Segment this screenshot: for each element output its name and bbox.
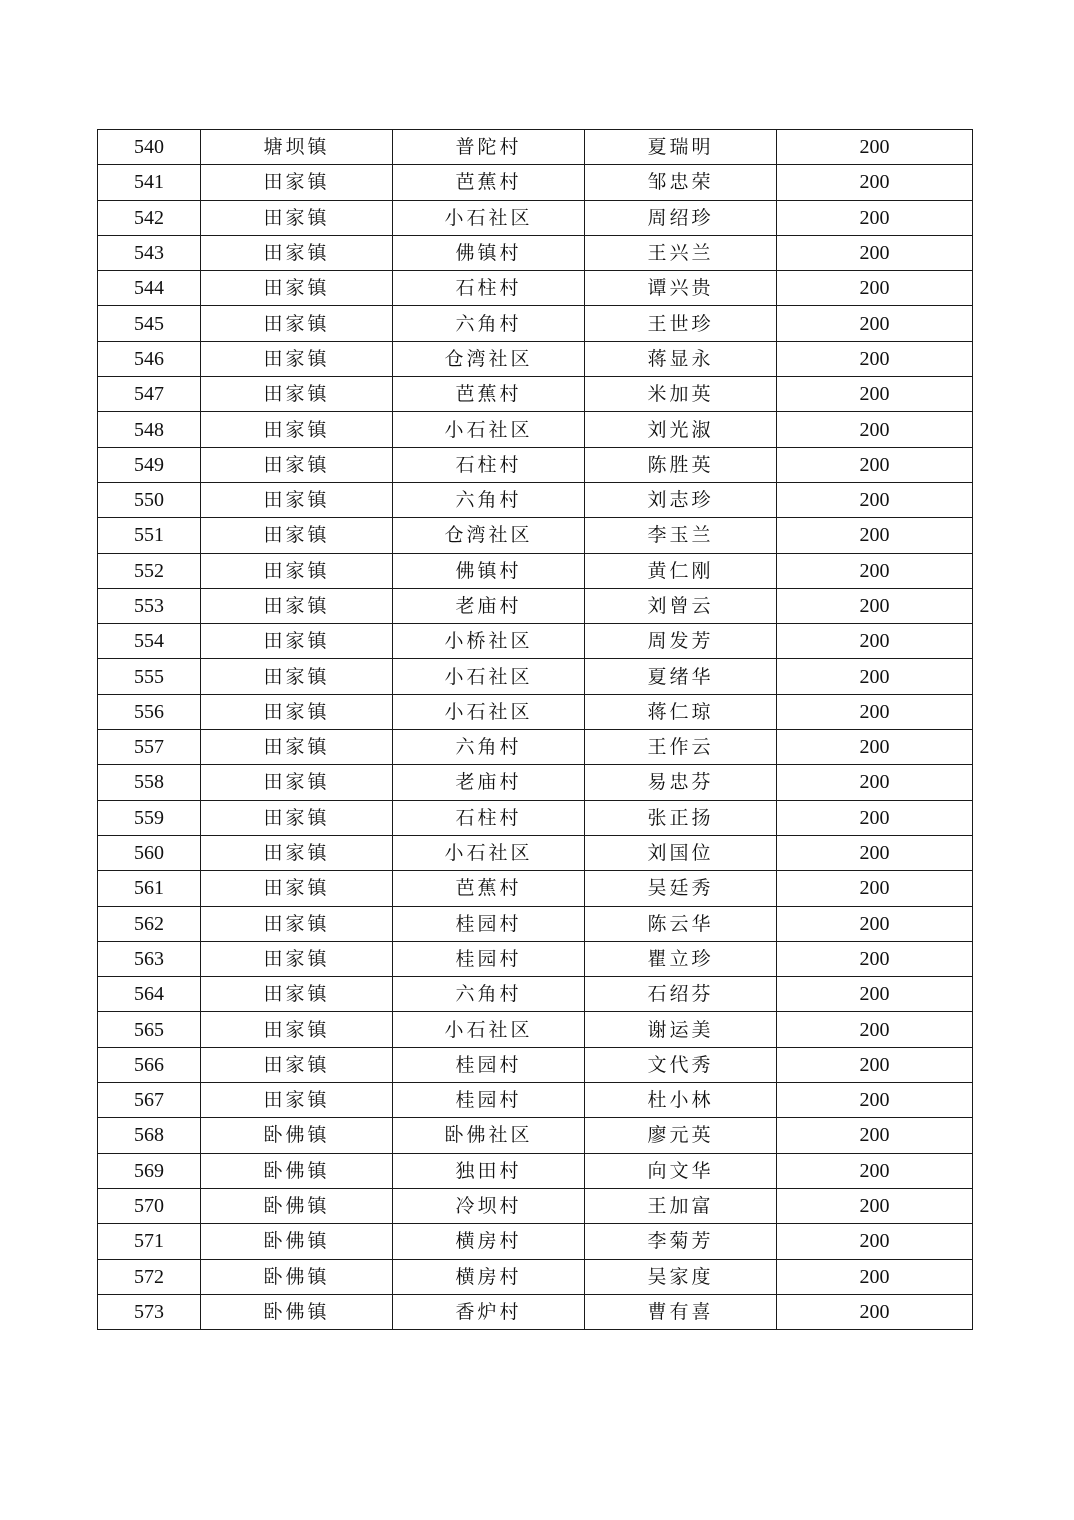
village-cell: 小石社区 — [393, 1012, 585, 1047]
person-name-cell: 王兴兰 — [585, 235, 777, 270]
serial-number-cell: 544 — [98, 271, 201, 306]
table-row — [98, 341, 973, 376]
village-cell: 小石社区 — [393, 694, 585, 729]
village-cell: 佛镇村 — [393, 553, 585, 588]
town-cell: 田家镇 — [201, 624, 393, 659]
town-cell: 卧佛镇 — [201, 1224, 393, 1259]
table-row — [98, 1047, 973, 1082]
person-name-cell: 向文华 — [585, 1153, 777, 1188]
serial-number-cell: 545 — [98, 306, 201, 341]
village-cell: 普陀村 — [393, 130, 585, 165]
serial-number-cell: 573 — [98, 1294, 201, 1329]
table-body — [98, 130, 973, 1330]
village-cell: 桂园村 — [393, 1083, 585, 1118]
person-name-cell: 刘光淑 — [585, 412, 777, 447]
person-name-cell: 文代秀 — [585, 1047, 777, 1082]
village-cell: 石柱村 — [393, 447, 585, 482]
town-cell: 卧佛镇 — [201, 1188, 393, 1223]
amount-cell: 200 — [777, 1188, 973, 1223]
town-cell: 卧佛镇 — [201, 1259, 393, 1294]
village-cell: 横房村 — [393, 1259, 585, 1294]
table-row — [98, 200, 973, 235]
town-cell: 田家镇 — [201, 271, 393, 306]
serial-number-cell: 550 — [98, 482, 201, 517]
town-cell: 田家镇 — [201, 977, 393, 1012]
town-cell: 田家镇 — [201, 306, 393, 341]
amount-cell: 200 — [777, 518, 973, 553]
person-name-cell: 李菊芳 — [585, 1224, 777, 1259]
town-cell: 田家镇 — [201, 200, 393, 235]
table-row — [98, 977, 973, 1012]
serial-number-cell: 540 — [98, 130, 201, 165]
town-cell: 卧佛镇 — [201, 1118, 393, 1153]
village-cell: 桂园村 — [393, 1047, 585, 1082]
town-cell: 田家镇 — [201, 412, 393, 447]
town-cell: 田家镇 — [201, 871, 393, 906]
serial-number-cell: 558 — [98, 765, 201, 800]
person-name-cell: 廖元英 — [585, 1118, 777, 1153]
table-row — [98, 765, 973, 800]
amount-cell: 200 — [777, 1083, 973, 1118]
person-name-cell: 刘国位 — [585, 835, 777, 870]
village-cell: 小石社区 — [393, 835, 585, 870]
village-cell: 石柱村 — [393, 271, 585, 306]
amount-cell: 200 — [777, 941, 973, 976]
serial-number-cell: 548 — [98, 412, 201, 447]
serial-number-cell: 552 — [98, 553, 201, 588]
table-row — [98, 447, 973, 482]
person-name-cell: 易忠芬 — [585, 765, 777, 800]
table-row — [98, 730, 973, 765]
table-row — [98, 271, 973, 306]
table-row — [98, 1188, 973, 1223]
serial-number-cell: 554 — [98, 624, 201, 659]
amount-cell: 200 — [777, 1294, 973, 1329]
serial-number-cell: 566 — [98, 1047, 201, 1082]
person-name-cell: 吴廷秀 — [585, 871, 777, 906]
person-name-cell: 夏瑞明 — [585, 130, 777, 165]
person-name-cell: 刘曾云 — [585, 588, 777, 623]
table-row — [98, 553, 973, 588]
village-cell: 六角村 — [393, 306, 585, 341]
village-cell: 佛镇村 — [393, 235, 585, 270]
person-name-cell: 曹有喜 — [585, 1294, 777, 1329]
amount-cell: 200 — [777, 235, 973, 270]
table-row — [98, 1224, 973, 1259]
serial-number-cell: 551 — [98, 518, 201, 553]
town-cell: 田家镇 — [201, 941, 393, 976]
table-row — [98, 482, 973, 517]
town-cell: 田家镇 — [201, 765, 393, 800]
data-table — [97, 129, 973, 1330]
person-name-cell: 石绍芬 — [585, 977, 777, 1012]
village-cell: 芭蕉村 — [393, 165, 585, 200]
person-name-cell: 米加英 — [585, 377, 777, 412]
serial-number-cell: 553 — [98, 588, 201, 623]
village-cell: 卧佛社区 — [393, 1118, 585, 1153]
table-row — [98, 377, 973, 412]
table-row — [98, 835, 973, 870]
serial-number-cell: 569 — [98, 1153, 201, 1188]
person-name-cell: 谭兴贵 — [585, 271, 777, 306]
amount-cell: 200 — [777, 482, 973, 517]
town-cell: 田家镇 — [201, 800, 393, 835]
table-row — [98, 871, 973, 906]
village-cell: 小桥社区 — [393, 624, 585, 659]
serial-number-cell: 560 — [98, 835, 201, 870]
village-cell: 六角村 — [393, 482, 585, 517]
serial-number-cell: 571 — [98, 1224, 201, 1259]
town-cell: 田家镇 — [201, 377, 393, 412]
village-cell: 仓湾社区 — [393, 341, 585, 376]
amount-cell: 200 — [777, 1047, 973, 1082]
table-row — [98, 1083, 973, 1118]
person-name-cell: 刘志珍 — [585, 482, 777, 517]
serial-number-cell: 555 — [98, 659, 201, 694]
table-row — [98, 659, 973, 694]
town-cell: 田家镇 — [201, 518, 393, 553]
amount-cell: 200 — [777, 341, 973, 376]
person-name-cell: 蒋仁琼 — [585, 694, 777, 729]
person-name-cell: 张正扬 — [585, 800, 777, 835]
village-cell: 芭蕉村 — [393, 377, 585, 412]
amount-cell: 200 — [777, 553, 973, 588]
amount-cell: 200 — [777, 871, 973, 906]
village-cell: 小石社区 — [393, 412, 585, 447]
amount-cell: 200 — [777, 447, 973, 482]
amount-cell: 200 — [777, 765, 973, 800]
serial-number-cell: 562 — [98, 906, 201, 941]
amount-cell: 200 — [777, 624, 973, 659]
town-cell: 田家镇 — [201, 553, 393, 588]
serial-number-cell: 549 — [98, 447, 201, 482]
person-name-cell: 邹忠荣 — [585, 165, 777, 200]
town-cell: 田家镇 — [201, 341, 393, 376]
town-cell: 田家镇 — [201, 659, 393, 694]
village-cell: 独田村 — [393, 1153, 585, 1188]
serial-number-cell: 556 — [98, 694, 201, 729]
amount-cell: 200 — [777, 165, 973, 200]
table-row — [98, 588, 973, 623]
table-row — [98, 235, 973, 270]
town-cell: 田家镇 — [201, 165, 393, 200]
serial-number-cell: 570 — [98, 1188, 201, 1223]
serial-number-cell: 546 — [98, 341, 201, 376]
amount-cell: 200 — [777, 306, 973, 341]
table-row — [98, 165, 973, 200]
person-name-cell: 吴家度 — [585, 1259, 777, 1294]
serial-number-cell: 543 — [98, 235, 201, 270]
town-cell: 田家镇 — [201, 482, 393, 517]
person-name-cell: 瞿立珍 — [585, 941, 777, 976]
serial-number-cell: 541 — [98, 165, 201, 200]
serial-number-cell: 564 — [98, 977, 201, 1012]
amount-cell: 200 — [777, 659, 973, 694]
town-cell: 田家镇 — [201, 1047, 393, 1082]
serial-number-cell: 559 — [98, 800, 201, 835]
amount-cell: 200 — [777, 588, 973, 623]
village-cell: 六角村 — [393, 977, 585, 1012]
table-row — [98, 1259, 973, 1294]
table-row — [98, 412, 973, 447]
amount-cell: 200 — [777, 1224, 973, 1259]
village-cell: 老庙村 — [393, 765, 585, 800]
table-row — [98, 1153, 973, 1188]
village-cell: 小石社区 — [393, 200, 585, 235]
person-name-cell: 黄仁刚 — [585, 553, 777, 588]
serial-number-cell: 561 — [98, 871, 201, 906]
village-cell: 老庙村 — [393, 588, 585, 623]
table-row — [98, 306, 973, 341]
village-cell: 横房村 — [393, 1224, 585, 1259]
person-name-cell: 陈云华 — [585, 906, 777, 941]
amount-cell: 200 — [777, 271, 973, 306]
village-cell: 小石社区 — [393, 659, 585, 694]
person-name-cell: 王世珍 — [585, 306, 777, 341]
amount-cell: 200 — [777, 1012, 973, 1047]
amount-cell: 200 — [777, 835, 973, 870]
town-cell: 卧佛镇 — [201, 1153, 393, 1188]
table-row — [98, 1118, 973, 1153]
amount-cell: 200 — [777, 694, 973, 729]
amount-cell: 200 — [777, 730, 973, 765]
amount-cell: 200 — [777, 977, 973, 1012]
person-name-cell: 王加富 — [585, 1188, 777, 1223]
person-name-cell: 谢运美 — [585, 1012, 777, 1047]
person-name-cell: 夏绪华 — [585, 659, 777, 694]
serial-number-cell: 565 — [98, 1012, 201, 1047]
village-cell: 六角村 — [393, 730, 585, 765]
table-row — [98, 518, 973, 553]
village-cell: 仓湾社区 — [393, 518, 585, 553]
amount-cell: 200 — [777, 1118, 973, 1153]
table-row — [98, 1012, 973, 1047]
table-row — [98, 694, 973, 729]
table-row — [98, 906, 973, 941]
person-name-cell: 李玉兰 — [585, 518, 777, 553]
town-cell: 卧佛镇 — [201, 1294, 393, 1329]
amount-cell: 200 — [777, 800, 973, 835]
serial-number-cell: 542 — [98, 200, 201, 235]
town-cell: 田家镇 — [201, 694, 393, 729]
serial-number-cell: 557 — [98, 730, 201, 765]
village-cell: 芭蕉村 — [393, 871, 585, 906]
town-cell: 田家镇 — [201, 235, 393, 270]
town-cell: 塘坝镇 — [201, 130, 393, 165]
town-cell: 田家镇 — [201, 730, 393, 765]
person-name-cell: 杜小林 — [585, 1083, 777, 1118]
serial-number-cell: 563 — [98, 941, 201, 976]
town-cell: 田家镇 — [201, 1012, 393, 1047]
person-name-cell: 周绍珍 — [585, 200, 777, 235]
village-cell: 冷坝村 — [393, 1188, 585, 1223]
serial-number-cell: 547 — [98, 377, 201, 412]
person-name-cell: 蒋显永 — [585, 341, 777, 376]
serial-number-cell: 567 — [98, 1083, 201, 1118]
person-name-cell: 周发芳 — [585, 624, 777, 659]
town-cell: 田家镇 — [201, 588, 393, 623]
town-cell: 田家镇 — [201, 447, 393, 482]
serial-number-cell: 572 — [98, 1259, 201, 1294]
town-cell: 田家镇 — [201, 906, 393, 941]
table-row — [98, 1294, 973, 1329]
amount-cell: 200 — [777, 1153, 973, 1188]
person-name-cell: 王作云 — [585, 730, 777, 765]
village-cell: 香炉村 — [393, 1294, 585, 1329]
amount-cell: 200 — [777, 906, 973, 941]
town-cell: 田家镇 — [201, 835, 393, 870]
town-cell: 田家镇 — [201, 1083, 393, 1118]
amount-cell: 200 — [777, 130, 973, 165]
table-row — [98, 624, 973, 659]
serial-number-cell: 568 — [98, 1118, 201, 1153]
amount-cell: 200 — [777, 1259, 973, 1294]
table-row — [98, 800, 973, 835]
amount-cell: 200 — [777, 412, 973, 447]
village-cell: 桂园村 — [393, 906, 585, 941]
person-name-cell: 陈胜英 — [585, 447, 777, 482]
table-row — [98, 941, 973, 976]
amount-cell: 200 — [777, 200, 973, 235]
amount-cell: 200 — [777, 377, 973, 412]
village-cell: 桂园村 — [393, 941, 585, 976]
table-row — [98, 130, 973, 165]
village-cell: 石柱村 — [393, 800, 585, 835]
